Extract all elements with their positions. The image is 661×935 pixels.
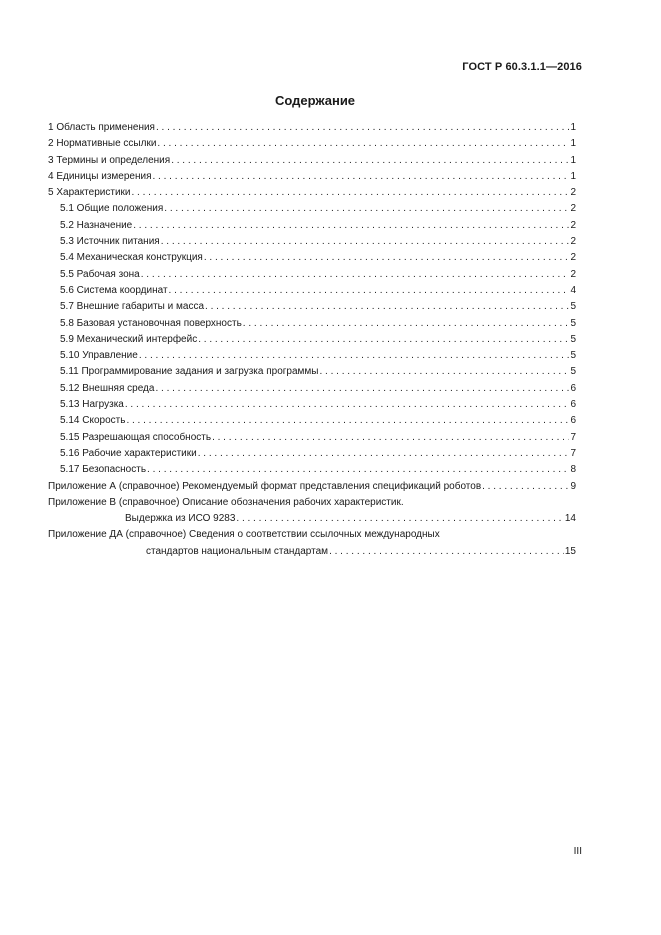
toc-entry-page: 5 [570, 350, 576, 362]
toc-entry-label: 5.11 Программирование задания и загрузка программы [60, 366, 319, 378]
toc-entry-label: 5.6 Система координат [60, 284, 168, 296]
toc-subentry[interactable] [48, 397, 576, 413]
toc-entry-page: 7 [570, 431, 576, 443]
appendix-da-entry[interactable] [48, 527, 576, 560]
toc-entry[interactable] [48, 169, 576, 185]
toc-entry-label: 2 Нормативные ссылки [48, 138, 157, 150]
toc-entry-label: 5.2 Назначение [60, 219, 133, 231]
toc-subentry[interactable] [48, 234, 576, 250]
toc-entry-page: 2 [570, 203, 576, 215]
toc-entry-label: 5.16 Рабочие характеристики [60, 447, 197, 459]
toc-title: Содержание [274, 93, 356, 108]
toc-subentry[interactable] [48, 299, 576, 315]
toc-entry[interactable] [48, 136, 576, 152]
toc-entry-page: 2 [570, 219, 576, 231]
toc-entry-page: 5 [570, 317, 576, 329]
toc-entry-page: 14 [564, 513, 576, 525]
toc-entry-page: 1 [570, 154, 576, 166]
toc-entry-label: 5.14 Скорость [60, 415, 126, 427]
appendix-a-entry[interactable] [48, 479, 576, 495]
toc-entry-label-continued: Выдержка из ИСО 9283 [125, 513, 236, 525]
toc-subentry[interactable] [48, 218, 576, 234]
document-code: ГОСТ Р 60.3.1.1—2016 [462, 61, 582, 73]
toc-entry-page: 8 [570, 464, 576, 476]
toc-entry-label: 5.10 Управление [60, 350, 138, 362]
toc-entry-page: 9 [570, 480, 576, 492]
toc-subentry[interactable] [48, 250, 576, 266]
toc-entry-page: 6 [570, 399, 576, 411]
toc-entry-page: 6 [570, 415, 576, 427]
page-number: III [573, 846, 582, 857]
toc-entry-label: 5.3 Источник питания [60, 236, 160, 248]
toc-entry-label: 1 Область применения [48, 122, 155, 133]
toc-entry-label: 3 Термины и определения [48, 154, 171, 166]
toc-entry-label: Приложение ДА (справочное) Сведения о соответствии ссылочных международных [48, 529, 440, 541]
toc-entry-page: 6 [570, 382, 576, 394]
toc-entry-page: 1 [570, 122, 576, 133]
toc-entry-page: 5 [570, 301, 576, 313]
toc-subentry[interactable] [48, 364, 576, 380]
appendix-b-entry[interactable] [48, 495, 576, 528]
toc-entry-label: 5.7 Внешние габариты и масса [60, 301, 205, 313]
table-of-contents [48, 120, 576, 560]
toc-subentry[interactable] [48, 267, 576, 283]
toc-entry-label: 5.15 Разрешающая способность [60, 431, 212, 443]
toc-entry-page: 2 [570, 268, 576, 280]
toc-entry-label: 5.13 Нагрузка [60, 399, 124, 411]
toc-entry[interactable] [48, 153, 576, 169]
toc-entry-label-continued: стандартов национальным стандартам [146, 545, 329, 557]
toc-entry[interactable] [48, 185, 576, 201]
toc-entry-label: 4 Единицы измерения [48, 170, 152, 182]
toc-entry-page: 15 [564, 545, 576, 557]
toc-entry-label: 5.9 Механический интерфейс [60, 333, 198, 345]
toc-subentry[interactable] [48, 348, 576, 364]
toc-entry-page: 1 [570, 170, 576, 182]
toc-subentry[interactable] [48, 332, 576, 348]
toc-entry-page: 2 [570, 252, 576, 264]
toc-entry-page: 2 [570, 187, 576, 199]
toc-entry[interactable] [48, 120, 576, 136]
toc-entry-label: 5.1 Общие положения [60, 203, 164, 215]
toc-entry-label: 5.8 Базовая установочная поверхность [60, 317, 242, 329]
toc-entry-label: 5.12 Внешняя среда [60, 382, 155, 394]
toc-subentry[interactable] [48, 462, 576, 478]
toc-subentry[interactable] [48, 430, 576, 446]
toc-subentry[interactable] [48, 283, 576, 299]
toc-entry-label: Приложение А (справочное) Рекомендуемый формат представления спецификаций роботов [48, 480, 482, 492]
toc-entry-page: 1 [570, 138, 576, 150]
toc-entry-label: 5.4 Механическая конструкция [60, 252, 203, 264]
toc-entry-page: 4 [570, 284, 576, 296]
toc-entry-label: 5.5 Рабочая зона [60, 268, 140, 280]
toc-entry-page: 2 [570, 236, 576, 248]
toc-subentry[interactable] [48, 446, 576, 462]
toc-entry-label: Приложение В (справочное) Описание обозначения рабочих характеристик. [48, 496, 404, 508]
toc-subentry[interactable] [48, 316, 576, 332]
toc-subentry[interactable] [48, 201, 576, 217]
toc-entry-page: 5 [570, 333, 576, 345]
toc-subentry[interactable] [48, 381, 576, 397]
toc-entry-page: 7 [570, 447, 576, 459]
toc-entry-label: 5 Характеристики [48, 187, 131, 199]
toc-subentry[interactable] [48, 413, 576, 429]
toc-entry-page: 5 [570, 366, 576, 378]
toc-entry-label: 5.17 Безопасность [60, 464, 147, 476]
